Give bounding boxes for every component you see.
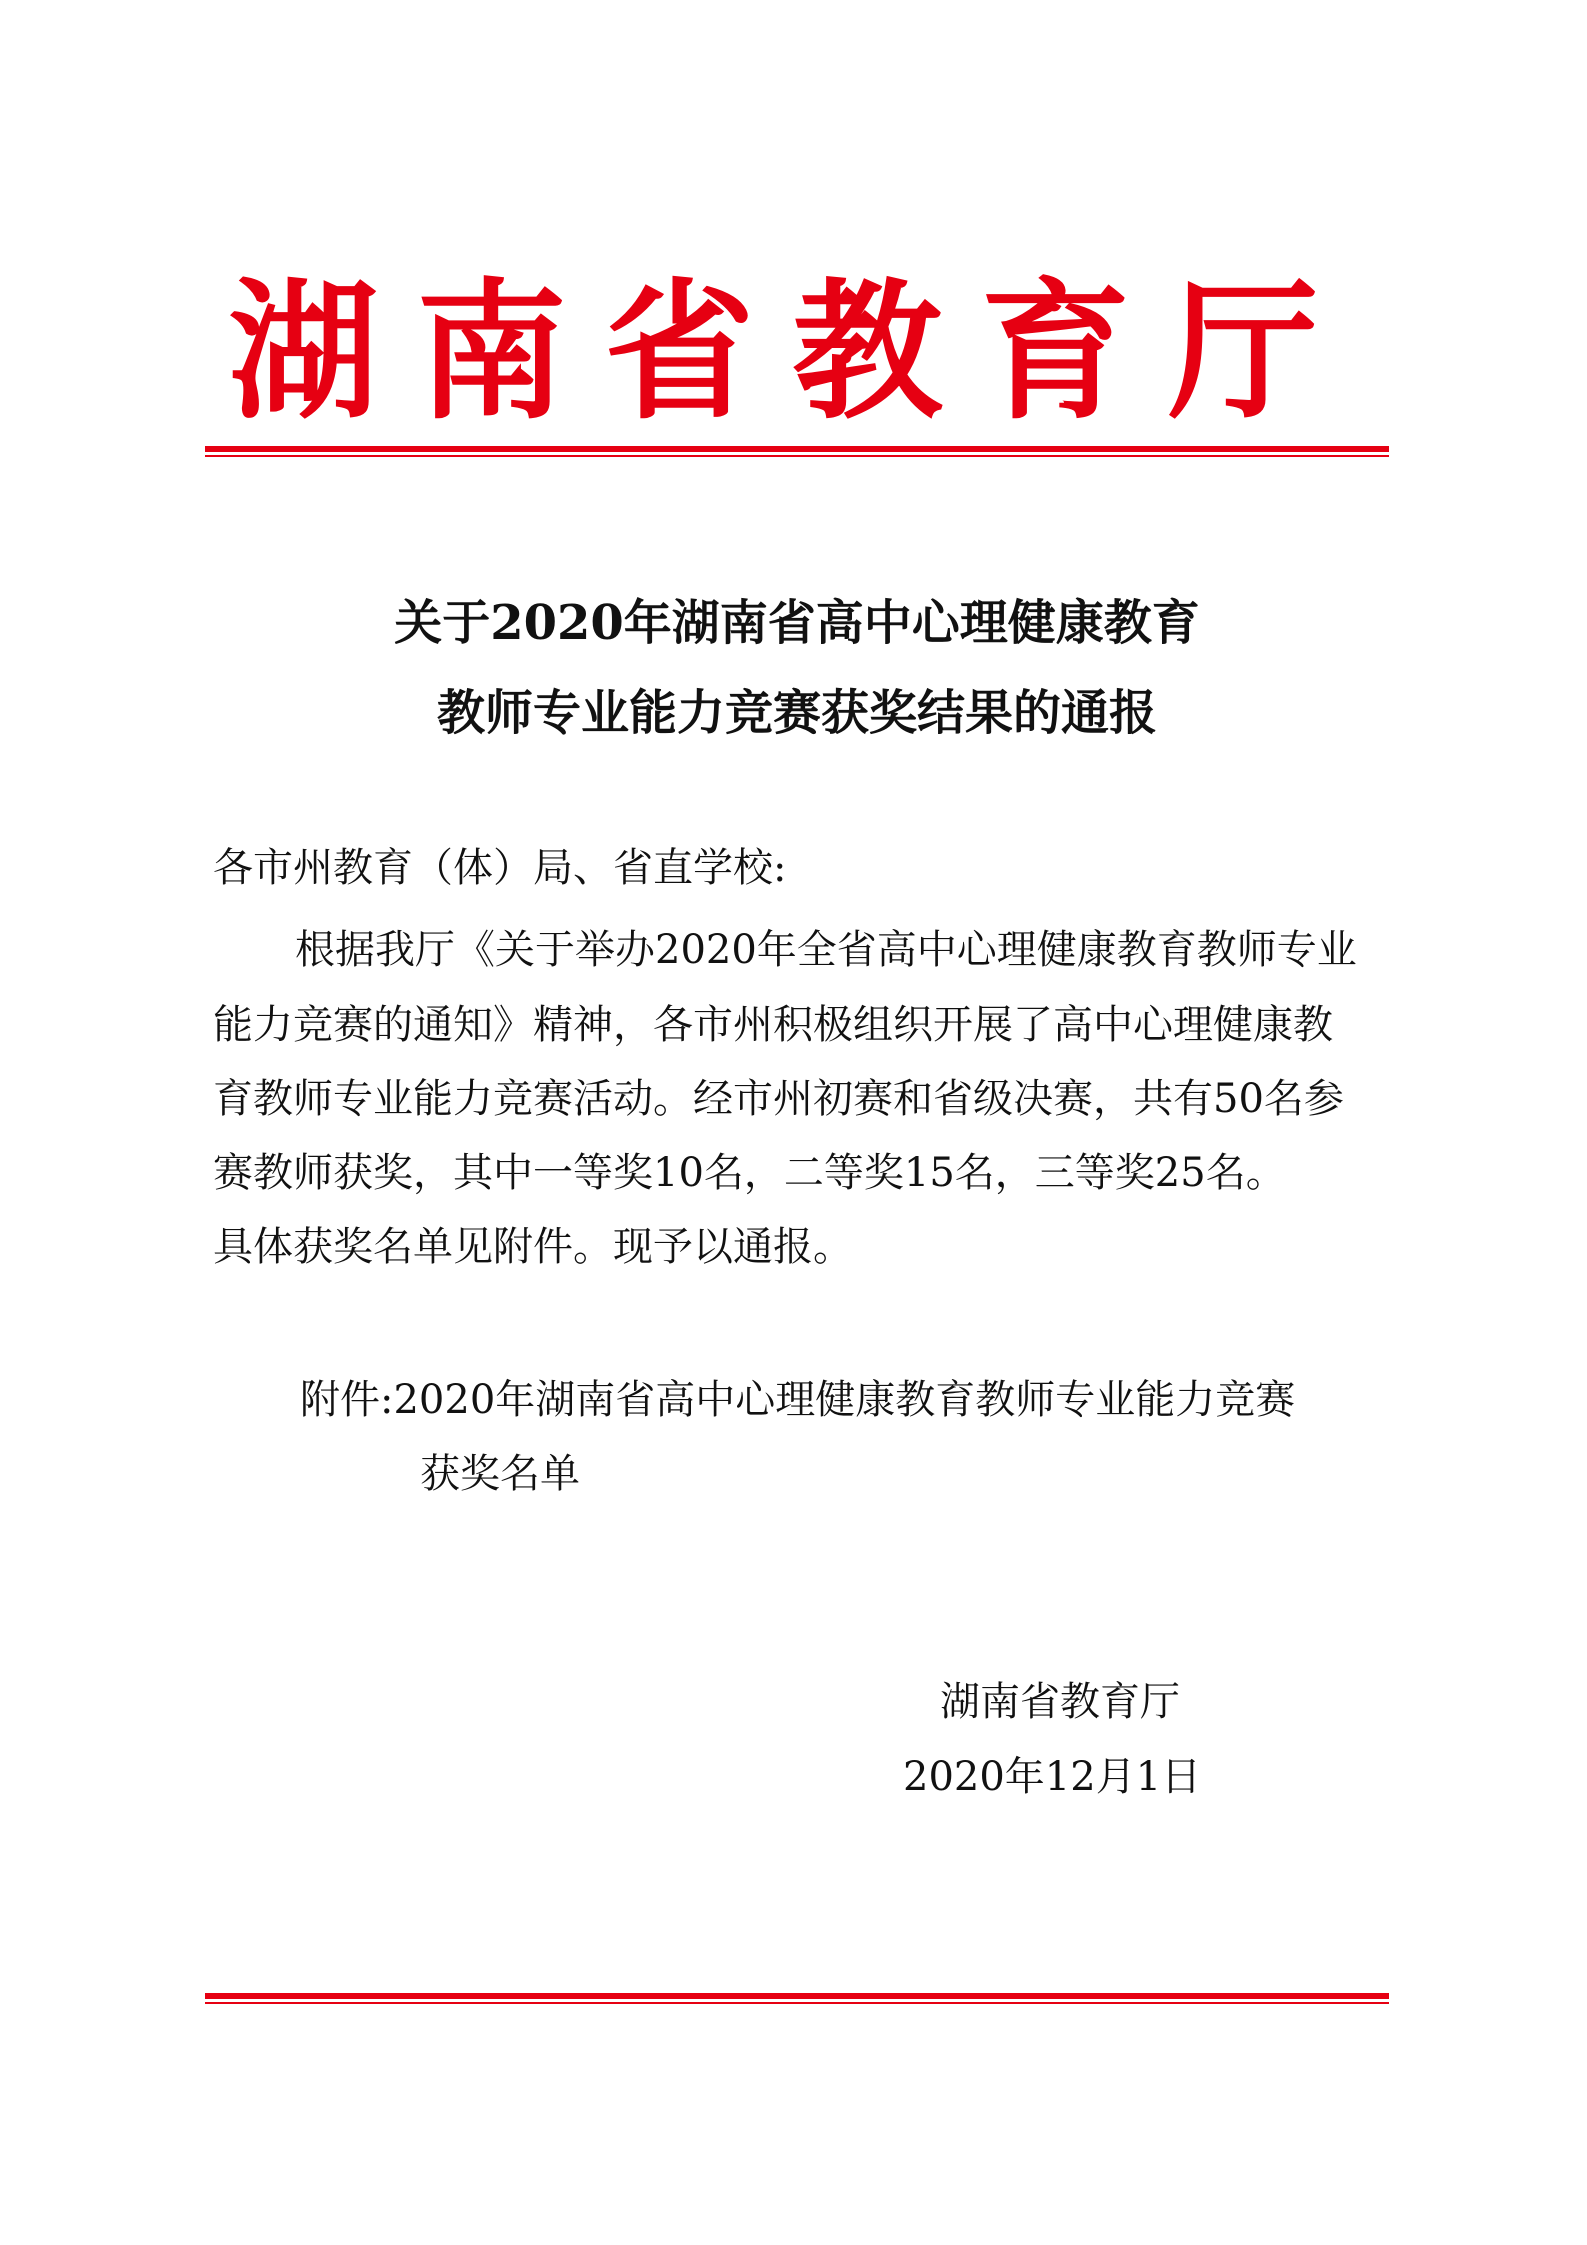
body-line-3: 育教师专业能力竞赛活动。经市州初赛和省级决赛，共有50名参 (213, 1076, 1344, 1122)
document-title-line-2: 教师专业能力竞赛获奖结果的通报 (436, 685, 1157, 741)
attachment-title-line-2: 获奖名单 (420, 1451, 580, 1497)
document-title-line-1: 关于2020年湖南省高中心理健康教育 (394, 595, 1200, 651)
masthead-title: 湖南省教育厅 (228, 264, 1357, 440)
issuer-signature: 湖南省教育厅 (940, 1679, 1180, 1725)
body-line-5: 具体获奖名单见附件。现予以通报。 (213, 1224, 853, 1270)
body-line-4: 赛教师获奖，其中一等奖10名，二等奖15名，三等奖25名。 (213, 1150, 1286, 1196)
body-line-2: 能力竞赛的通知》精神，各市州积极组织开展了高中心理健康教 (213, 1002, 1333, 1048)
attachment-title-line-1: 2020年湖南省高中心理健康教育教师专业能力竞赛 (393, 1377, 1296, 1423)
attachment-label: 附件: (300, 1377, 394, 1423)
body-line-1: 根据我厅《关于举办2020年全省高中心理健康教育教师专业 (295, 927, 1357, 973)
issue-date: 2020年12月1日 (903, 1754, 1202, 1800)
footer-red-rule (205, 1993, 1389, 2004)
attachment-line (300, 1375, 1295, 1425)
masthead-red-rule (205, 446, 1389, 457)
salutation: 各市州教育（体）局、省直学校: (213, 845, 787, 891)
